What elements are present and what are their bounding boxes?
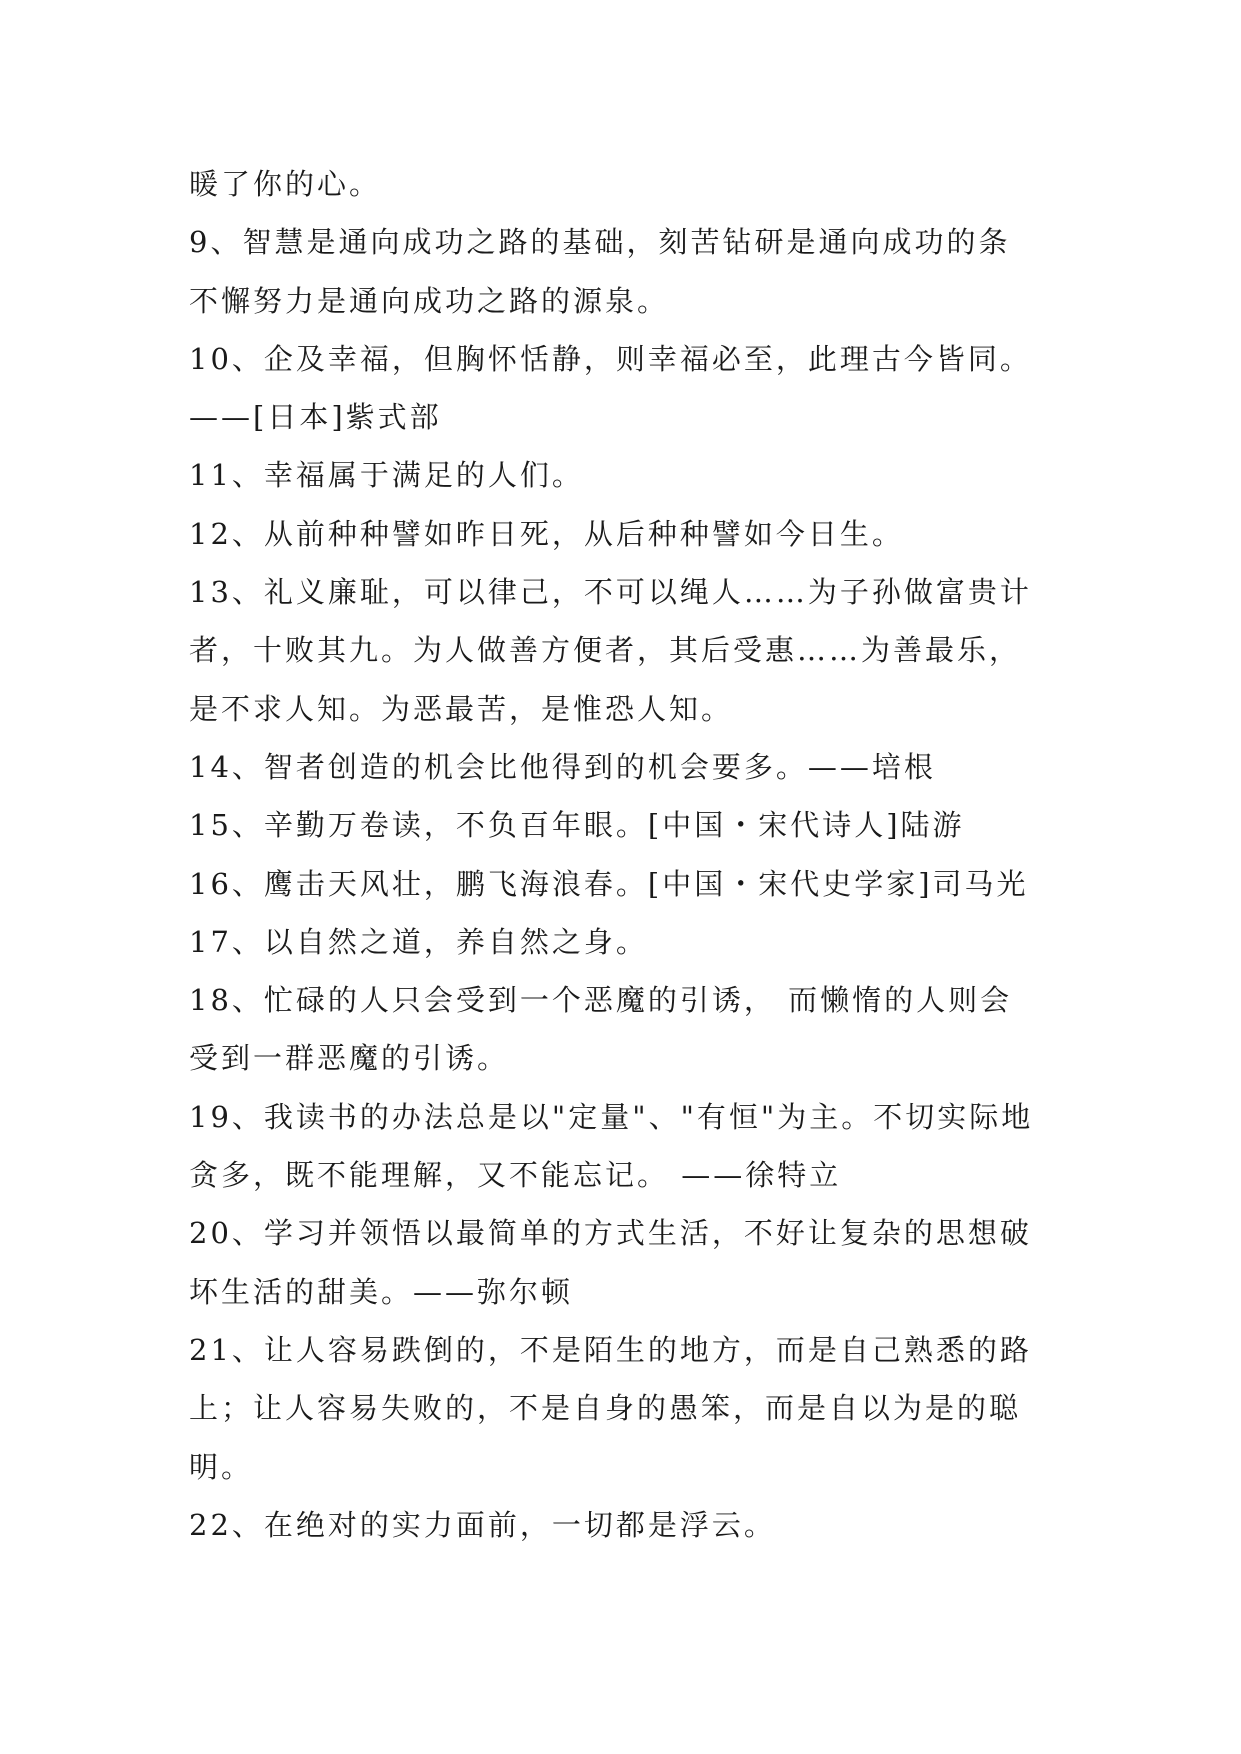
- text-line: 15、辛勤万卷读，不负百年眼。[中国・宋代诗人]陆游: [189, 808, 965, 843]
- document-body: [189, 155, 1089, 1554]
- text-line: 22、在绝对的实力面前，一切都是浮云。: [189, 1507, 776, 1542]
- text-line: 16、鹰击天风壮，鹏飞海浪春。[中国・宋代史学家]司马光: [189, 866, 1029, 901]
- text-line: 10、企及幸福，但胸怀恬静，则幸福必至，此理古今皆同。: [189, 341, 1032, 376]
- text-line: 21、让人容易跌倒的，不是陌生的地方，而是自己熟悉的路: [189, 1332, 1032, 1367]
- text-line: 者，十败其九。为人做善方便者，其后受惠……为善最乐，: [189, 633, 1022, 668]
- text-line: 12、从前种种譬如昨日死，从后种种譬如今日生。: [189, 516, 904, 551]
- text-line: 明。: [189, 1449, 254, 1484]
- text-line: 20、学习并领悟以最简单的方式生活，不好让复杂的思想破: [189, 1216, 1032, 1251]
- text-line: 11、幸福属于满足的人们。: [189, 458, 584, 493]
- text-line: 19、我读书的办法总是以"定量"、"有恒"为主。不切实际地: [189, 1099, 1034, 1134]
- text-line: 14、智者创造的机会比他得到的机会要多。——培根: [189, 749, 936, 784]
- text-line: 贪多，既不能理解，又不能忘记。 ——徐特立: [189, 1158, 842, 1193]
- text-line: 13、礼义廉耻，可以律己，不可以绳人……为子孙做富贵计: [189, 575, 1032, 610]
- text-line: 暖了你的心。: [189, 167, 382, 201]
- text-line: 上；让人容易失败的，不是自身的愚笨，而是自以为是的聪: [189, 1391, 1022, 1426]
- text-line: ——[日本]紫式部: [189, 400, 442, 435]
- text-line: 不懈努力是通向成功之路的源泉。: [189, 283, 670, 318]
- text-line: 18、忙碌的人只会受到一个恶魔的引诱， 而懒惰的人则会: [189, 983, 1013, 1018]
- text-line: 17、以自然之道，养自然之身。: [189, 924, 648, 959]
- text-line: 9、智慧是通向成功之路的基础，刻苦钻研是通向成功的条: [189, 225, 1011, 260]
- text-line: 坏生活的甜美。——弥尔顿: [189, 1274, 574, 1309]
- text-line: 是不求人知。为恶最苦，是惟恐人知。: [189, 691, 734, 726]
- text-line: 受到一群恶魔的引诱。: [189, 1041, 510, 1076]
